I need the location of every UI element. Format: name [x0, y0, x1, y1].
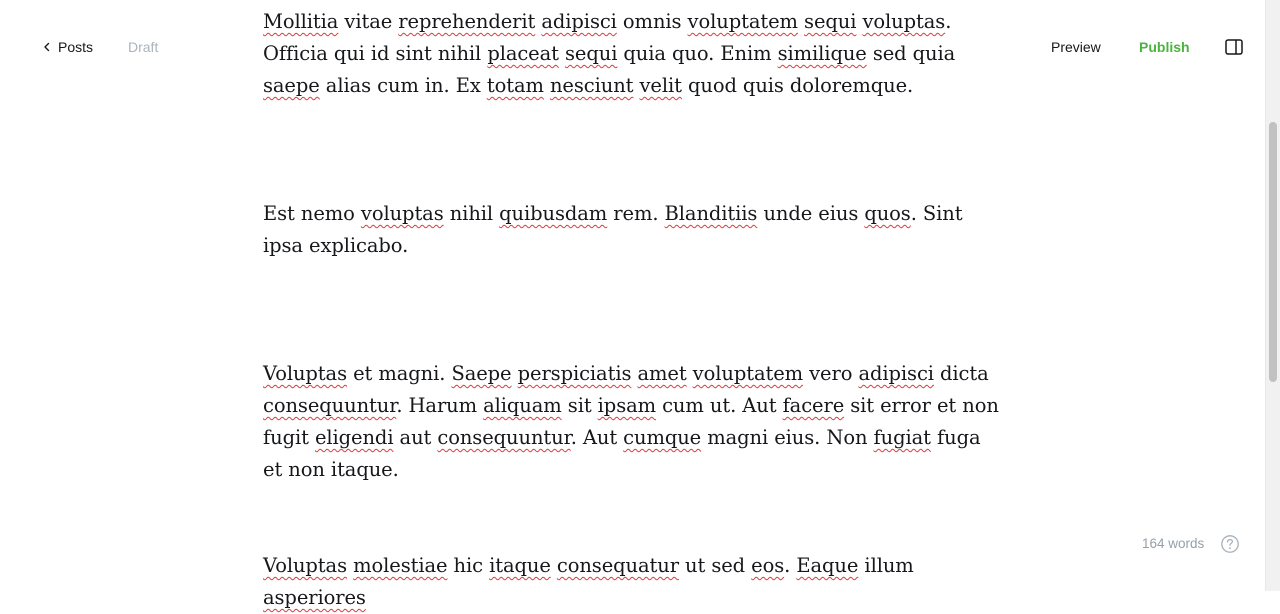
text-run: et magni. — [346, 362, 452, 385]
text-run: quod quis doloremque. — [681, 74, 914, 97]
misspelled-word: consequuntur — [437, 426, 571, 449]
misspelled-word: adipisci — [858, 362, 934, 385]
misspelled-word: saepe — [263, 74, 320, 97]
misspelled-word: cumque — [623, 426, 702, 449]
misspelled-word: Mollitia — [263, 10, 339, 33]
misspelled-word: totam — [486, 74, 544, 97]
misspelled-word: nesciunt — [549, 74, 634, 97]
sidebar-toggle-button[interactable] — [1224, 37, 1244, 57]
text-run: . Aut — [570, 426, 624, 449]
post-status: Draft — [128, 39, 159, 55]
word-count: 164 words — [1142, 536, 1205, 551]
misspelled-word: consequuntur — [263, 394, 397, 417]
misspelled-word: aliquam — [483, 394, 562, 417]
misspelled-word: Eaque — [796, 554, 859, 577]
text-run: alias cum in. Ex — [319, 74, 487, 97]
editor-paragraph[interactable] — [263, 550, 1003, 614]
text-run: . Sint ipsa explicabo. — [263, 202, 963, 257]
misspelled-word: quos — [864, 202, 911, 225]
text-run: Est nemo — [263, 202, 361, 225]
text-run: sed quia — [866, 42, 956, 65]
text-run: . — [784, 554, 797, 577]
misspelled-word: similique — [777, 42, 867, 65]
text-run: vitae — [338, 10, 399, 33]
scrollbar-thumb[interactable] — [1269, 122, 1277, 382]
text-run: . Officia qui id sint nihil — [263, 10, 952, 65]
help-button[interactable] — [1220, 534, 1240, 554]
text-run: rem. — [607, 202, 665, 225]
page-scrollbar[interactable] — [1265, 0, 1280, 591]
misspelled-word: consequatur — [556, 554, 679, 577]
misspelled-word: facere — [782, 394, 845, 417]
text-run: vero — [803, 362, 859, 385]
misspelled-word: itaque — [489, 554, 551, 577]
misspelled-word: asperiores — [263, 586, 366, 609]
text-run: aut — [393, 426, 438, 449]
back-to-posts-link[interactable] — [42, 36, 93, 58]
misspelled-word: voluptas — [862, 10, 946, 33]
misspelled-word: amet — [637, 362, 687, 385]
editor-paragraph[interactable] — [263, 6, 1003, 102]
editor-paragraph[interactable] — [263, 358, 1003, 486]
text-run: sit error et non fugit — [263, 394, 999, 449]
back-link-label: Posts — [58, 39, 94, 55]
misspelled-word: fugiat — [873, 426, 931, 449]
text-run: magni eius. Non — [701, 426, 874, 449]
misspelled-word: molestiae — [353, 554, 448, 577]
misspelled-word: Saepe — [451, 362, 512, 385]
text-run: quia quo. Enim — [617, 42, 778, 65]
text-run: fuga et non itaque. — [263, 426, 981, 481]
text-run: dicta — [933, 362, 989, 385]
misspelled-word: velit — [639, 74, 682, 97]
misspelled-word: Voluptas — [263, 554, 347, 577]
text-run: sit — [561, 394, 598, 417]
misspelled-word: sequi — [804, 10, 857, 33]
publish-button[interactable]: Publish — [1139, 36, 1190, 58]
misspelled-word: sequi — [565, 42, 618, 65]
misspelled-word: voluptatem — [692, 362, 804, 385]
misspelled-word: ipsam — [597, 394, 657, 417]
misspelled-word: eligendi — [314, 426, 394, 449]
text-run: omnis — [616, 10, 688, 33]
text-run: illum — [858, 554, 914, 577]
preview-button[interactable]: Preview — [1051, 36, 1101, 58]
misspelled-word: voluptatem — [687, 10, 798, 33]
misspelled-word: adipisci — [541, 10, 617, 33]
editor-paragraph[interactable] — [263, 198, 1003, 262]
chevron-left-icon — [42, 42, 52, 52]
text-run: ut sed — [678, 554, 752, 577]
misspelled-word: voluptas — [360, 202, 444, 225]
misspelled-word: eos — [751, 554, 785, 577]
sidebar-toggle-icon — [1225, 39, 1243, 55]
question-circle-icon — [1220, 534, 1240, 554]
text-run: . Harum — [396, 394, 484, 417]
text-run: hic — [447, 554, 490, 577]
misspelled-word: perspiciatis — [517, 362, 632, 385]
text-run: unde eius — [757, 202, 865, 225]
misspelled-word: quibusdam — [499, 202, 608, 225]
misspelled-word: reprehenderit — [398, 10, 536, 33]
misspelled-word: Voluptas — [263, 362, 347, 385]
misspelled-word: Blanditiis — [664, 202, 758, 225]
text-run: cum ut. Aut — [656, 394, 783, 417]
text-run: nihil — [443, 202, 500, 225]
misspelled-word: placeat — [487, 42, 559, 65]
